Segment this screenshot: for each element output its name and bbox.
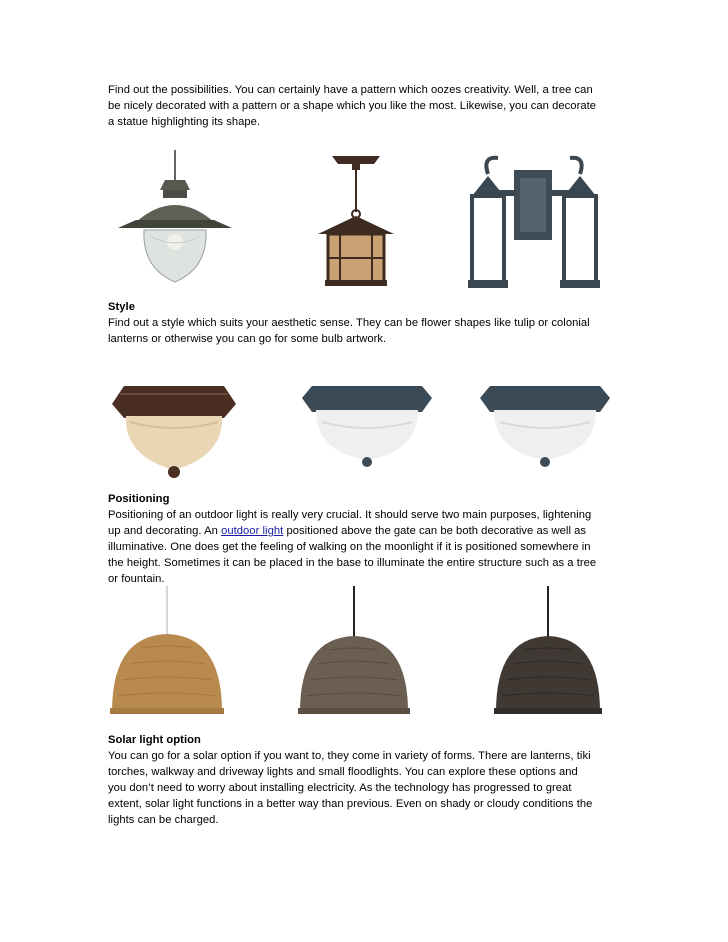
dark-wicker-pendant-image	[492, 586, 604, 720]
style-line: lanterns or otherwise you can go for some bulb artwork.	[108, 333, 387, 345]
style-section	[108, 299, 628, 347]
solar-line: lights can be charged.	[108, 814, 219, 826]
solar-line: torches, walkway and driveway lights and small floodlights. You can explore these options and	[108, 766, 578, 778]
solar-line: extent, solar light functions in a better way than previous. Even on shady or cloudy conditions the	[108, 798, 593, 810]
pendant-lantern-image	[116, 150, 234, 295]
gray-wicker-pendant-image	[296, 586, 412, 720]
slate-flush-mount-image-2	[478, 382, 612, 468]
positioning-text-after-link: positioned above the gate can be both decorative as well as	[283, 525, 587, 537]
craftsman-lantern-image	[316, 150, 396, 290]
slate-flush-mount-image	[300, 382, 434, 468]
positioning-line: illuminative. One does get the feeling of walking on the moonlight if it is positioned somewhere in	[108, 541, 591, 553]
positioning-text-before-link: up and decorating. An	[108, 525, 222, 537]
intro-paragraph	[108, 82, 628, 130]
double-wall-lantern-image	[466, 152, 602, 290]
outdoor-light-link[interactable]: outdoor light	[221, 525, 284, 537]
positioning-section	[108, 491, 628, 587]
section-heading: Solar light option	[108, 734, 201, 746]
section-heading: Positioning	[108, 493, 170, 505]
solar-section	[108, 732, 628, 828]
bronze-flush-mount-image	[110, 382, 238, 482]
intro-line: be nicely decorated with a pattern or a shape which you like the most. Likewise, you can decorate	[108, 100, 597, 112]
intro-line: Find out the possibilities. You can certainly have a pattern which oozes creativity. Well, a tree can	[108, 84, 593, 96]
positioning-line: Positioning of an outdoor light is really very crucial. It should serve two main purposes, lightening	[108, 509, 592, 521]
tan-wicker-pendant-image	[108, 586, 226, 720]
positioning-line-with-link	[108, 523, 628, 539]
positioning-line: or fountain.	[108, 573, 165, 585]
section-heading: Style	[108, 301, 135, 313]
style-line: Find out a style which suits your aesthetic sense. They can be flower shapes like tulip or colonial	[108, 317, 590, 329]
positioning-line: the height. Sometimes it can be placed in the base to illuminate the entire structure such as a tree	[108, 557, 597, 569]
solar-line: you don’t need to worry about installing electricity. As the technology has progressed to great	[108, 782, 572, 794]
intro-line: a statue highlighting its shape.	[108, 116, 261, 128]
solar-line: You can go for a solar option if you want to, they come in variety of forms. There are lanterns, tiki	[108, 750, 591, 762]
